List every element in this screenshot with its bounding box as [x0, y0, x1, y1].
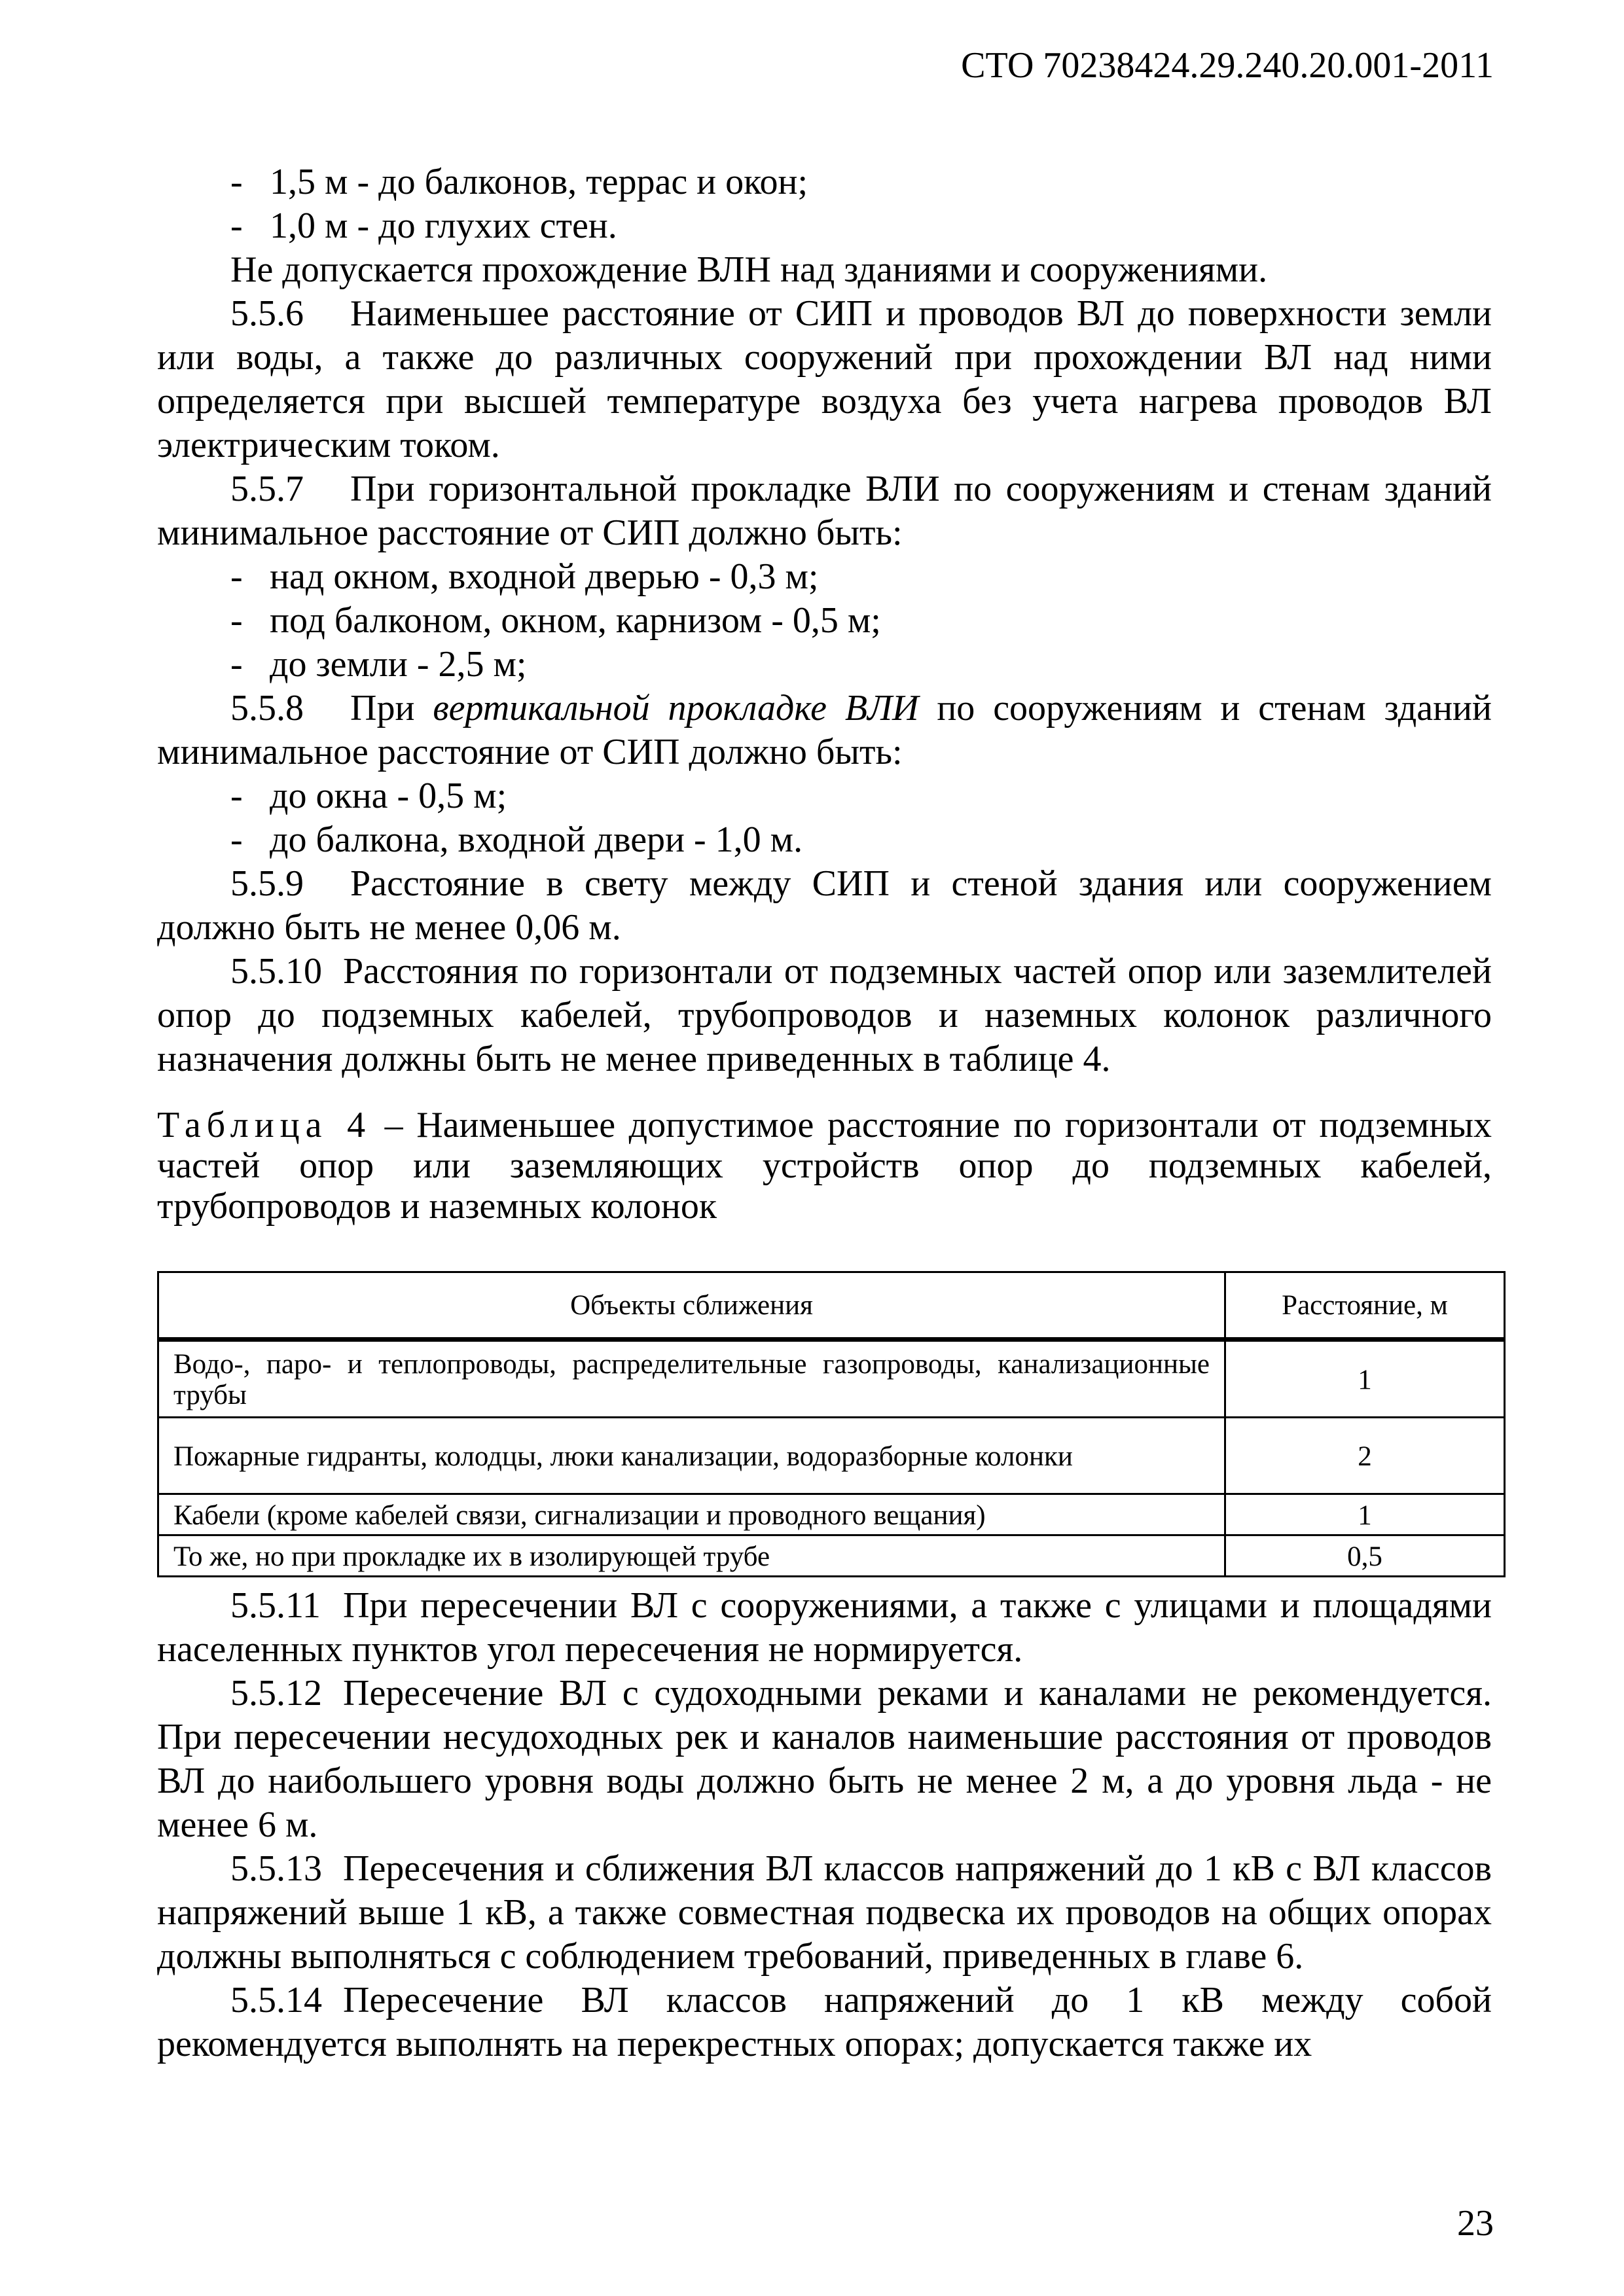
clause-text: Пересечение ВЛ классов напряжений до 1 кВ между собой рекомендуется выполнять на перекрестных опорах; допускается также их [157, 1980, 1492, 2064]
cell-distance: 0,5 [1225, 1535, 1505, 1577]
clause-text: Расстояния по горизонтали от подземных частей опор или заземлителей опор до подземных кабелей, трубопроводов и наземных колонок различного назначения должны быть не менее приведенных в таблице 4. [157, 951, 1492, 1079]
clause-number: 5.5.12 [230, 1673, 322, 1713]
column-header-objects: Объекты сближения [158, 1272, 1225, 1340]
table-caption [157, 1105, 1492, 1227]
clause-5-5-9 [157, 862, 1492, 950]
list-item-text: 1,5 м - до балконов, террас и окон; [270, 162, 808, 202]
clause-text: При [350, 688, 433, 728]
cell-object: Пожарные гидранты, колодцы, люки канализации, водоразборные колонки [158, 1418, 1225, 1494]
list-item: - под балконом, окном, карнизом - 0,5 м; [230, 600, 881, 641]
cell-object: Водо-, паро- и теплопроводы, распределительные газопроводы, канализационные трубы [158, 1340, 1225, 1418]
table-row [158, 1340, 1505, 1418]
list-item: - до балкона, входной двери - 1,0 м. [230, 819, 803, 860]
clause-text: При горизонтальной прокладке ВЛИ по сооружениям и стенам зданий минимальное расстояние от СИП должно быть: [157, 469, 1492, 553]
page-number: 23 [1457, 2203, 1494, 2244]
clause-5-5-10 [157, 950, 1492, 1081]
clause-text: Пересечение ВЛ с судоходными реками и каналами не рекомендуется. При пересечении несудоходных рек и каналов наименьшие расстояния от проводов ВЛ до наибольшего уровня воды должно быть не менее 2 м, а до уровня льда - не менее 6 м. [157, 1673, 1492, 1845]
list-item-text: под балконом, окном, карнизом - 0,5 м; [270, 600, 881, 641]
list-item: - до окна - 0,5 м; [230, 776, 507, 816]
document-code-header: СТО 70238424.29.240.20.001-2011 [961, 45, 1494, 86]
table-caption-text: – Наименьшее допустимое расстояние по горизонтали от подземных частей опор или заземляющих устройств опор до подземных кабелей, трубопроводов и наземных колонок [157, 1105, 1492, 1227]
list-item-text: до окна - 0,5 м; [270, 776, 507, 816]
clause-5-5-7 [157, 467, 1492, 555]
clause-5-5-6 [157, 292, 1492, 467]
clause-number: 5.5.14 [230, 1980, 322, 2020]
clause-number: 5.5.11 [230, 1585, 321, 1626]
cell-distance: 1 [1225, 1340, 1505, 1418]
cell-distance: 1 [1225, 1494, 1505, 1535]
list-item: - 1,5 м - до балконов, террас и окон; [230, 162, 808, 202]
table-caption-label: Таблица 4 [157, 1105, 372, 1145]
clause-number: 5.5.13 [230, 1848, 322, 1889]
column-header-distance: Расстояние, м [1225, 1272, 1505, 1340]
cell-object: То же, но при прокладке их в изолирующей трубе [158, 1535, 1225, 1577]
clause-5-5-14 [157, 1979, 1492, 2066]
clause-5-5-12 [157, 1672, 1492, 1847]
list-item-text: над окном, входной дверью - 0,3 м; [270, 556, 819, 597]
list-item-text: до балкона, входной двери - 1,0 м. [270, 819, 803, 860]
clause-5-5-13 [157, 1847, 1492, 1979]
list-item-text: до земли - 2,5 м; [270, 644, 527, 685]
clause-number: 5.5.6 [230, 293, 304, 334]
clause-text: по сооружениям и стенам зданий минимальное расстояние от СИП должно быть: [157, 688, 1492, 772]
clause-number: 5.5.9 [230, 863, 304, 904]
clause-number: 5.5.10 [230, 951, 322, 992]
clause-number: 5.5.8 [230, 688, 304, 728]
clause-text-italic: вертикальной прокладке ВЛИ [433, 688, 919, 728]
paragraph-note: Не допускается прохождение ВЛН над зданиями и сооружениями. [230, 249, 1268, 290]
clause-text: Наименьшее расстояние от СИП и проводов ВЛ до поверхности земли или воды, а также до различных сооружений при прохождении ВЛ над ними определяется при высшей температуре воздуха без учета нагрева проводов ВЛ электрическим током. [157, 293, 1492, 465]
list-item-text: 1,0 м - до глухих стен. [270, 206, 617, 246]
cell-object: Кабели (кроме кабелей связи, сигнализации и проводного вещания) [158, 1494, 1225, 1535]
clause-number: 5.5.7 [230, 469, 304, 509]
clause-text: Пересечения и сближения ВЛ классов напряжений до 1 кВ с ВЛ классов напряжений выше 1 кВ, а также совместная подвеска их проводов на общих опорах должны выполняться с соблюдением требований, приведенных в главе 6. [157, 1848, 1492, 1977]
clause-5-5-8 [157, 687, 1492, 774]
clause-text: Расстояние в свету между СИП и стеной здания или сооружением должно быть не менее 0,06 м. [157, 863, 1492, 948]
list-item: - до земли - 2,5 м; [230, 644, 527, 685]
list-item: - 1,0 м - до глухих стен. [230, 206, 617, 246]
table-header-row [158, 1272, 1505, 1340]
list-item: - над окном, входной дверью - 0,3 м; [230, 556, 819, 597]
table-4 [157, 1271, 1506, 1577]
table-row [158, 1418, 1505, 1494]
clause-5-5-11 [157, 1584, 1492, 1672]
cell-distance: 2 [1225, 1418, 1505, 1494]
clause-text: При пересечении ВЛ с сооружениями, а также с улицами и площадями населенных пунктов угол пересечения не нормируется. [157, 1585, 1492, 1670]
body-text [157, 160, 1492, 2066]
table-row [158, 1494, 1505, 1535]
table-row [158, 1535, 1505, 1577]
